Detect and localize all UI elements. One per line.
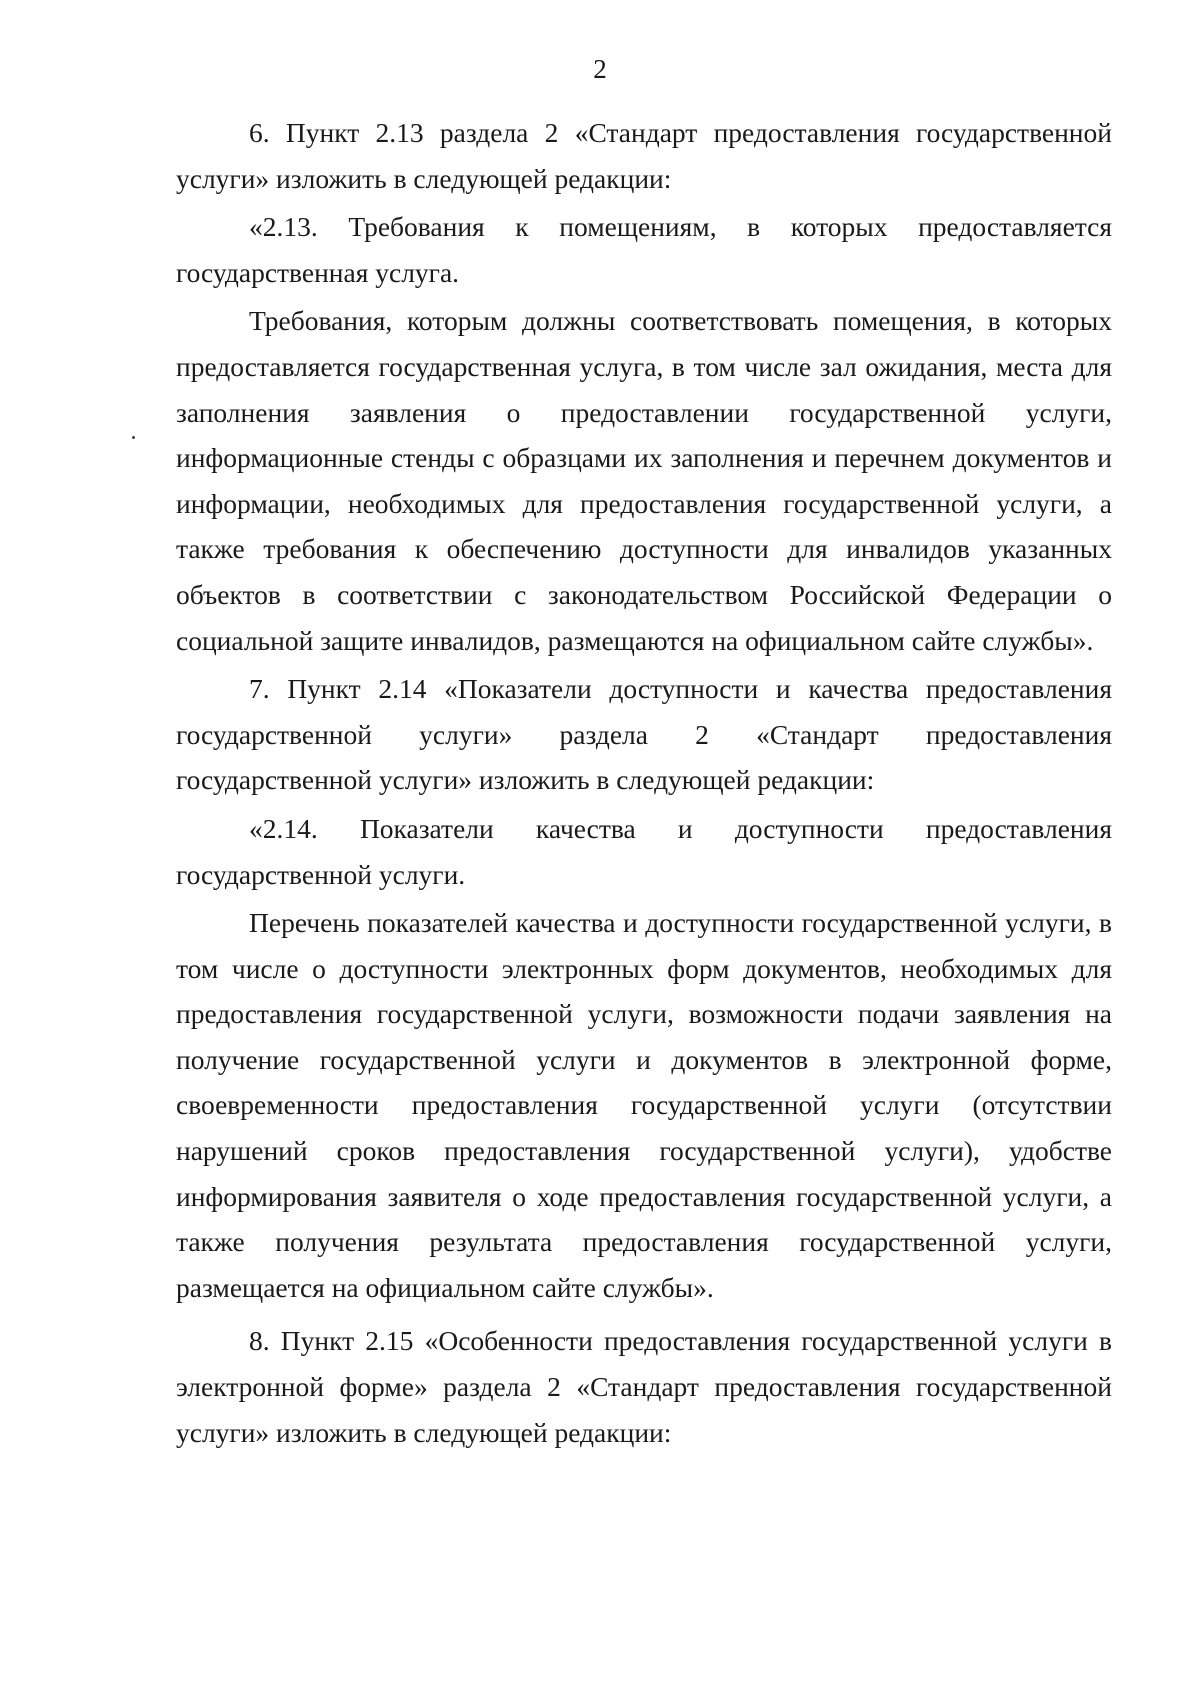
document-body — [176, 110, 1112, 1455]
paragraph-item-6: 6. Пункт 2.13 раздела 2 «Стандарт предоставления государственной услуги» изложить в следующей редакции: — [176, 117, 1112, 194]
paragraph-2-13-heading: «2.13. Требования к помещениям, в которых предоставляется государственная услуга. — [176, 211, 1112, 288]
paragraph-2-14-heading: «2.14. Показатели качества и доступности предоставления государственной услуги. — [176, 812, 1112, 890]
page-number: 2 — [593, 54, 607, 84]
paragraph-2-13-body: Требования, которым должны соответствовать помещения, в которых предоставляется государственная услуга, в том числе зал ожидания, места для заполнения заявления о предоставлении государственной услуги, информационные стенды с образцами их заполнения и перечнем документов и информации, необходимых для предоставления государственной услуги, а также требования к обеспечению доступности для инвалидов указанных объектов в соответствии с законодательством Российской Федерации о социальной защите инвалидов, размещаются на официальном сайте службы». — [176, 305, 1112, 656]
scan-artifact-dot — [132, 436, 135, 439]
paragraph-2-14-body: Перечень показателей качества и доступности государственной услуги, в том числе о доступности электронных форм документов, необходимых для предоставления государственной услуги, возможности подачи заявления на получение государственной услуги и документов в электронной форме, своевременности предоставления государственной услуги (отсутствии нарушений сроков предоставления государственной услуги), удобстве информирования заявителя о ходе предоставления государственной услуги, а также получения результата предоставления государственной услуги, размещается на официальном сайте службы». — [176, 907, 1112, 1303]
paragraph-item-7: 7. Пункт 2.14 «Показатели доступности и качества предоставления государственной услуги» раздела 2 «Стандарт предоставления государственной услуги» изложить в следующей редакции: — [176, 673, 1112, 796]
paragraph-item-8: 8. Пункт 2.15 «Особенности предоставления государственной услуги в электронной форме» раздела 2 «Стандарт предоставления государственной услуги» изложить в следующей редакции: — [176, 1325, 1112, 1448]
